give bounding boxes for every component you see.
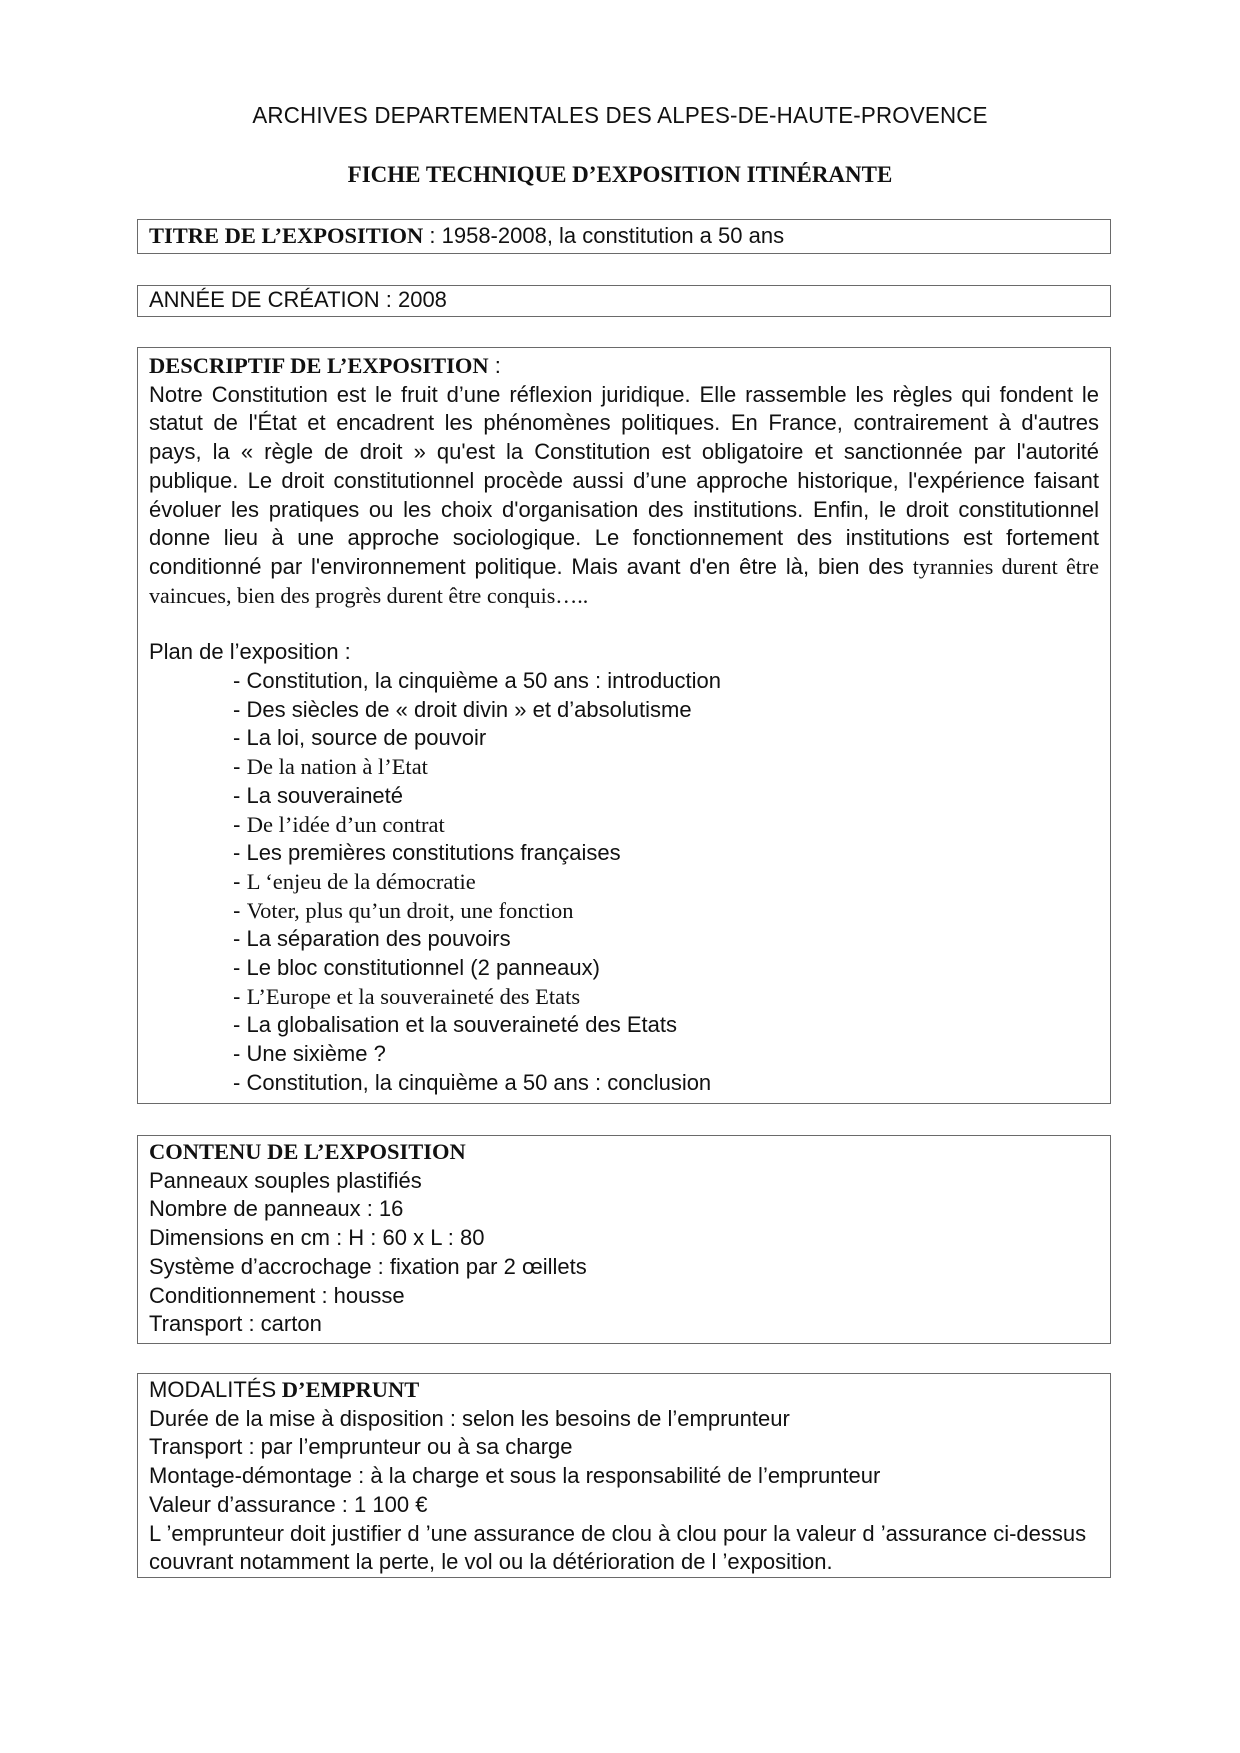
plan-item: [233, 1069, 1099, 1098]
plan-label: Plan de l’exposition :: [149, 639, 351, 665]
plan-item: [233, 954, 1099, 983]
title-label: TITRE DE L’EXPOSITION: [149, 223, 424, 248]
bullet-dash: -: [233, 696, 247, 722]
title-section: [137, 219, 1111, 254]
plan-item-text: Voter, plus qu’un droit, une fonction: [246, 897, 574, 923]
loan-terms-label-part1: MODALITÉS: [149, 1377, 277, 1402]
plan-item: [233, 1011, 1099, 1040]
description-section: [137, 347, 1111, 1104]
bullet-dash: -: [233, 840, 247, 866]
creation-year-label: ANNÉE DE CRÉATION :: [149, 287, 398, 312]
loan-terms-label-part2: D’EMPRUNT: [276, 1377, 420, 1402]
creation-year-section: [137, 285, 1111, 317]
description-paragraph: [149, 381, 1099, 611]
title-separator: :: [423, 223, 442, 248]
loan-terms-line: Transport : par l’emprunteur ou à sa charge: [149, 1434, 573, 1460]
content-line: Système d’accrochage : fixation par 2 œillets: [149, 1253, 587, 1279]
plan-item-text: Constitution, la cinquième a 50 ans : conclusion: [246, 1069, 712, 1095]
plan-item-text: Des siècles de « droit divin » et d’absolutisme: [246, 696, 692, 722]
bullet-dash: -: [233, 897, 247, 923]
plan-item: [233, 897, 1099, 926]
plan-item-text: L ‘enjeu de la démocratie: [246, 868, 476, 894]
plan-item: [233, 811, 1099, 840]
content-line: Panneaux souples plastifiés: [149, 1167, 422, 1193]
plan-list: [149, 667, 1099, 1098]
description-text-tail: tyrannies durent être vaincues, bien des progrès durent être conquis…..: [149, 553, 1099, 608]
plan-item: [233, 983, 1099, 1012]
plan-item: [233, 1040, 1099, 1069]
loan-terms-section: [137, 1373, 1111, 1578]
plan-item-text: La séparation des pouvoirs: [246, 926, 511, 952]
content-line: Dimensions en cm : H : 60 x L : 80: [149, 1225, 485, 1251]
creation-year-value: 2008: [397, 287, 447, 312]
plan-item-text: Le bloc constitutionnel (2 panneaux): [246, 955, 600, 981]
plan-item: [233, 724, 1099, 753]
plan-item: [233, 667, 1099, 696]
bullet-dash: -: [233, 926, 247, 952]
plan-item-text: L’Europe et la souveraineté des Etats: [246, 983, 581, 1009]
plan-item-text: La souveraineté: [246, 782, 404, 808]
plan-item: [233, 696, 1099, 725]
loan-terms-line: Durée de la mise à disposition : selon les besoins de l’emprunteur: [149, 1405, 790, 1431]
loan-terms-note: L ’emprunteur doit justifier d ’une assurance de clou à clou pour la valeur d ’assurance ci-dessus couvrant notamment la perte, le vol ou la détérioration de l ’exposition.: [149, 1520, 1087, 1575]
plan-item-text: La globalisation et la souveraineté des Etats: [246, 1012, 677, 1038]
description-text: Notre Constitution est le fruit d’une réflexion juridique. Elle rassemble les règles qui fondent le statut de l'État et encadrent les phénomènes politiques. En France, contrairement à d'autres pays, la « règle de droit » qu'est la Constitution est obligatoire et sanctionnée par l'autorité publique. Le droit constitutionnel procède aussi d’une approche historique, l'expérience faisant évoluer les pratiques ou les choix d'organisation des institutions. Enfin, le droit constitutionnel donne lieu à une approche sociologique. Le fonctionnement des institutions est fortement conditionné par l'environnement politique. Mais avant d'en être là, bien des: [149, 381, 1099, 579]
plan-item-text: Constitution, la cinquième a 50 ans : introduction: [246, 668, 721, 694]
plan-item-text: Les premières constitutions françaises: [246, 840, 621, 866]
plan-item: [233, 868, 1099, 897]
plan-item: [233, 925, 1099, 954]
description-label: DESCRIPTIF DE L’EXPOSITION: [149, 353, 489, 378]
plan-item: [233, 753, 1099, 782]
bullet-dash: -: [233, 725, 247, 751]
bullet-dash: -: [233, 955, 247, 981]
plan-item: [233, 782, 1099, 811]
bullet-dash: -: [233, 782, 247, 808]
institution-header: ARCHIVES DEPARTEMENTALES DES ALPES-DE-HAUTE-PROVENCE: [252, 102, 988, 128]
bullet-dash: -: [233, 1069, 247, 1095]
plan-item: [233, 839, 1099, 868]
loan-terms-line: Montage-démontage : à la charge et sous la responsabilité de l’emprunteur: [149, 1463, 881, 1489]
bullet-dash: -: [233, 754, 247, 780]
bullet-dash: -: [233, 811, 247, 837]
plan-item-text: De la nation à l’Etat: [246, 754, 428, 780]
bullet-dash: -: [233, 868, 247, 894]
bullet-dash: -: [233, 668, 247, 694]
content-line: Nombre de panneaux : 16: [149, 1196, 404, 1222]
content-label: CONTENU DE L’EXPOSITION: [149, 1139, 466, 1164]
plan-item-text: Une sixième ?: [246, 1041, 386, 1067]
bullet-dash: -: [233, 983, 247, 1009]
document-title: FICHE TECHNIQUE D’EXPOSITION ITINÉRANTE: [347, 162, 893, 187]
bullet-dash: -: [233, 1041, 247, 1067]
plan-item-text: La loi, source de pouvoir: [246, 725, 487, 751]
description-separator: :: [488, 353, 501, 378]
plan-item-text: De l’idée d’un contrat: [246, 811, 445, 837]
content-line: Conditionnement : housse: [149, 1282, 405, 1308]
loan-terms-line: Valeur d’assurance : 1 100 €: [149, 1491, 428, 1517]
content-section: [137, 1135, 1111, 1344]
bullet-dash: -: [233, 1012, 247, 1038]
content-line: Transport : carton: [149, 1311, 322, 1337]
title-value: 1958-2008, la constitution a 50 ans: [441, 223, 785, 248]
